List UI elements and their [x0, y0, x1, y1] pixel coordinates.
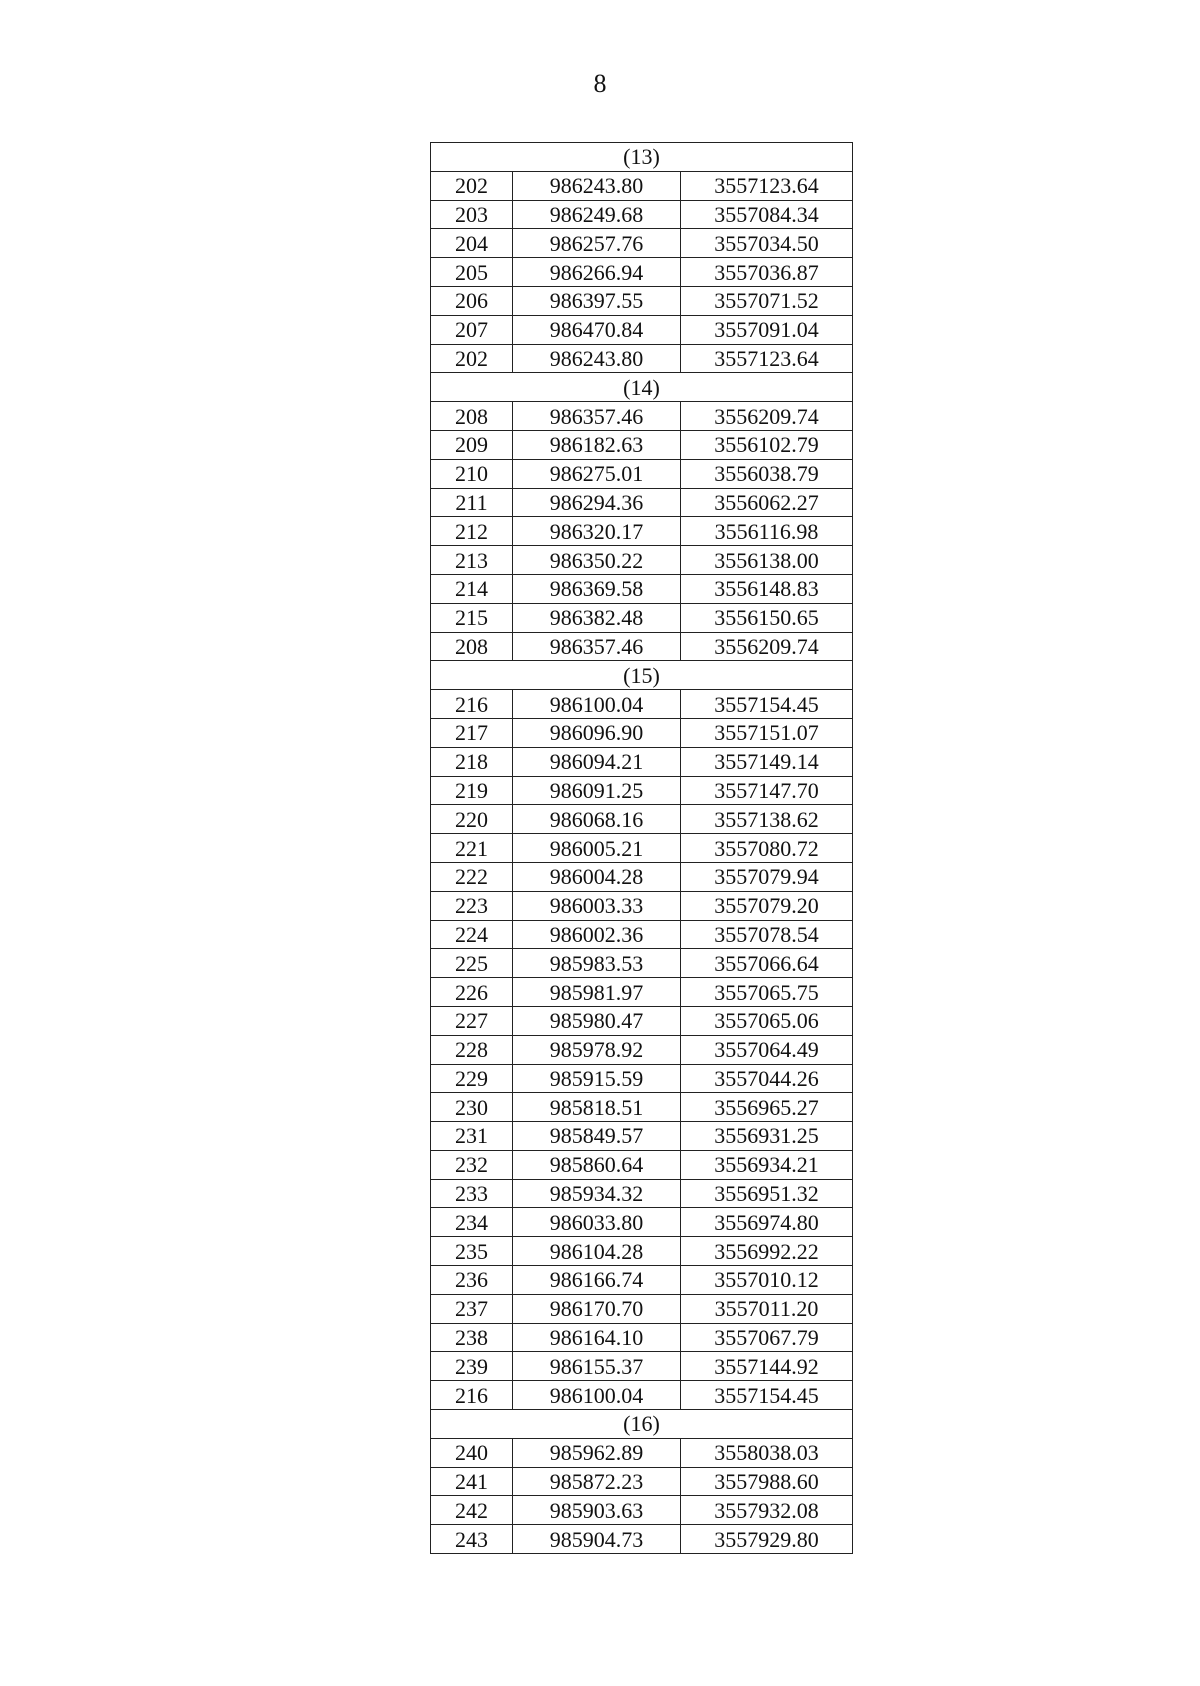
x-coordinate-cell: 986005.21	[513, 834, 681, 863]
point-number-cell: 234	[431, 1208, 513, 1237]
section-label: (16)	[431, 1410, 853, 1439]
point-number-cell: 204	[431, 229, 513, 258]
section-header-row	[431, 143, 853, 172]
y-coordinate-cell: 3557036.87	[681, 258, 853, 287]
coordinates-table-body	[431, 143, 853, 1554]
table-row	[431, 574, 853, 603]
y-coordinate-cell: 3557079.20	[681, 891, 853, 920]
table-row	[431, 430, 853, 459]
x-coordinate-cell: 985934.32	[513, 1179, 681, 1208]
point-number-cell: 233	[431, 1179, 513, 1208]
point-number-cell: 237	[431, 1294, 513, 1323]
table-row	[431, 891, 853, 920]
y-coordinate-cell: 3557154.45	[681, 1381, 853, 1410]
section-header-row	[431, 373, 853, 402]
point-number-cell: 221	[431, 834, 513, 863]
table-row	[431, 1294, 853, 1323]
y-coordinate-cell: 3556148.83	[681, 574, 853, 603]
y-coordinate-cell: 3557123.64	[681, 171, 853, 200]
table-row	[431, 718, 853, 747]
section-header-row	[431, 661, 853, 690]
point-number-cell: 232	[431, 1150, 513, 1179]
point-number-cell: 215	[431, 603, 513, 632]
x-coordinate-cell: 985962.89	[513, 1438, 681, 1467]
table-row	[431, 1352, 853, 1381]
section-label: (13)	[431, 143, 853, 172]
point-number-cell: 231	[431, 1122, 513, 1151]
table-row	[431, 459, 853, 488]
y-coordinate-cell: 3556931.25	[681, 1122, 853, 1151]
y-coordinate-cell: 3556209.74	[681, 402, 853, 431]
x-coordinate-cell: 985915.59	[513, 1064, 681, 1093]
table-row	[431, 690, 853, 719]
y-coordinate-cell: 3557064.49	[681, 1035, 853, 1064]
x-coordinate-cell: 986091.25	[513, 776, 681, 805]
x-coordinate-cell: 986350.22	[513, 546, 681, 575]
section-header-row	[431, 1410, 853, 1439]
y-coordinate-cell: 3556102.79	[681, 430, 853, 459]
table-row	[431, 1150, 853, 1179]
point-number-cell: 220	[431, 805, 513, 834]
x-coordinate-cell: 985849.57	[513, 1122, 681, 1151]
point-number-cell: 230	[431, 1093, 513, 1122]
y-coordinate-cell: 3557154.45	[681, 690, 853, 719]
y-coordinate-cell: 3556062.27	[681, 488, 853, 517]
table-row	[431, 1006, 853, 1035]
x-coordinate-cell: 986170.70	[513, 1294, 681, 1323]
point-number-cell: 223	[431, 891, 513, 920]
table-row	[431, 315, 853, 344]
table-row	[431, 747, 853, 776]
y-coordinate-cell: 3557080.72	[681, 834, 853, 863]
point-number-cell: 208	[431, 632, 513, 661]
point-number-cell: 210	[431, 459, 513, 488]
x-coordinate-cell: 986294.36	[513, 488, 681, 517]
point-number-cell: 241	[431, 1467, 513, 1496]
point-number-cell: 216	[431, 690, 513, 719]
x-coordinate-cell: 986104.28	[513, 1237, 681, 1266]
y-coordinate-cell: 3557011.20	[681, 1294, 853, 1323]
x-coordinate-cell: 986182.63	[513, 430, 681, 459]
point-number-cell: 207	[431, 315, 513, 344]
point-number-cell: 203	[431, 200, 513, 229]
y-coordinate-cell: 3557144.92	[681, 1352, 853, 1381]
x-coordinate-cell: 986004.28	[513, 862, 681, 891]
table-row	[431, 286, 853, 315]
point-number-cell: 225	[431, 949, 513, 978]
point-number-cell: 212	[431, 517, 513, 546]
y-coordinate-cell: 3557065.06	[681, 1006, 853, 1035]
table-row	[431, 1179, 853, 1208]
point-number-cell: 242	[431, 1496, 513, 1525]
point-number-cell: 229	[431, 1064, 513, 1093]
x-coordinate-cell: 986033.80	[513, 1208, 681, 1237]
table-row	[431, 632, 853, 661]
y-coordinate-cell: 3556138.00	[681, 546, 853, 575]
table-row	[431, 344, 853, 373]
table-row	[431, 1381, 853, 1410]
y-coordinate-cell: 3556934.21	[681, 1150, 853, 1179]
x-coordinate-cell: 986068.16	[513, 805, 681, 834]
x-coordinate-cell: 985818.51	[513, 1093, 681, 1122]
point-number-cell: 213	[431, 546, 513, 575]
point-number-cell: 218	[431, 747, 513, 776]
y-coordinate-cell: 3557071.52	[681, 286, 853, 315]
point-number-cell: 238	[431, 1323, 513, 1352]
x-coordinate-cell: 986397.55	[513, 286, 681, 315]
point-number-cell: 202	[431, 171, 513, 200]
y-coordinate-cell: 3557932.08	[681, 1496, 853, 1525]
table-row	[431, 517, 853, 546]
table-row	[431, 1035, 853, 1064]
page-number: 8	[593, 69, 607, 98]
x-coordinate-cell: 986164.10	[513, 1323, 681, 1352]
x-coordinate-cell: 986100.04	[513, 1381, 681, 1410]
y-coordinate-cell: 3556992.22	[681, 1237, 853, 1266]
point-number-cell: 205	[431, 258, 513, 287]
x-coordinate-cell: 986003.33	[513, 891, 681, 920]
x-coordinate-cell: 986243.80	[513, 344, 681, 373]
table-row	[431, 402, 853, 431]
point-number-cell: 216	[431, 1381, 513, 1410]
y-coordinate-cell: 3556150.65	[681, 603, 853, 632]
x-coordinate-cell: 985983.53	[513, 949, 681, 978]
table-row	[431, 258, 853, 287]
y-coordinate-cell: 3556209.74	[681, 632, 853, 661]
x-coordinate-cell: 986320.17	[513, 517, 681, 546]
table-row	[431, 1323, 853, 1352]
point-number-cell: 226	[431, 978, 513, 1007]
x-coordinate-cell: 986382.48	[513, 603, 681, 632]
x-coordinate-cell: 985904.73	[513, 1525, 681, 1554]
point-number-cell: 243	[431, 1525, 513, 1554]
y-coordinate-cell: 3557147.70	[681, 776, 853, 805]
y-coordinate-cell: 3557123.64	[681, 344, 853, 373]
x-coordinate-cell: 986369.58	[513, 574, 681, 603]
table-row	[431, 546, 853, 575]
table-row	[431, 200, 853, 229]
table-row	[431, 1438, 853, 1467]
table-row	[431, 1208, 853, 1237]
table-row	[431, 1237, 853, 1266]
table-row	[431, 1496, 853, 1525]
y-coordinate-cell: 3557065.75	[681, 978, 853, 1007]
x-coordinate-cell: 986357.46	[513, 402, 681, 431]
table-row	[431, 603, 853, 632]
y-coordinate-cell: 3557010.12	[681, 1266, 853, 1295]
y-coordinate-cell: 3556974.80	[681, 1208, 853, 1237]
y-coordinate-cell: 3557084.34	[681, 200, 853, 229]
y-coordinate-cell: 3557988.60	[681, 1467, 853, 1496]
point-number-cell: 214	[431, 574, 513, 603]
point-number-cell: 228	[431, 1035, 513, 1064]
x-coordinate-cell: 986155.37	[513, 1352, 681, 1381]
y-coordinate-cell: 3557151.07	[681, 718, 853, 747]
table-row	[431, 949, 853, 978]
x-coordinate-cell: 985860.64	[513, 1150, 681, 1179]
y-coordinate-cell: 3557079.94	[681, 862, 853, 891]
section-label: (15)	[431, 661, 853, 690]
y-coordinate-cell: 3557067.79	[681, 1323, 853, 1352]
x-coordinate-cell: 986275.01	[513, 459, 681, 488]
table-row	[431, 1122, 853, 1151]
point-number-cell: 202	[431, 344, 513, 373]
y-coordinate-cell: 3556116.98	[681, 517, 853, 546]
table-row	[431, 834, 853, 863]
point-number-cell: 206	[431, 286, 513, 315]
y-coordinate-cell: 3557091.04	[681, 315, 853, 344]
point-number-cell: 227	[431, 1006, 513, 1035]
x-coordinate-cell: 985981.97	[513, 978, 681, 1007]
x-coordinate-cell: 986257.76	[513, 229, 681, 258]
table-row	[431, 488, 853, 517]
point-number-cell: 217	[431, 718, 513, 747]
section-label: (14)	[431, 373, 853, 402]
table-row	[431, 229, 853, 258]
point-number-cell: 208	[431, 402, 513, 431]
point-number-cell: 222	[431, 862, 513, 891]
point-number-cell: 236	[431, 1266, 513, 1295]
y-coordinate-cell: 3557078.54	[681, 920, 853, 949]
x-coordinate-cell: 985980.47	[513, 1006, 681, 1035]
y-coordinate-cell: 3556965.27	[681, 1093, 853, 1122]
y-coordinate-cell: 3557149.14	[681, 747, 853, 776]
point-number-cell: 224	[431, 920, 513, 949]
x-coordinate-cell: 986096.90	[513, 718, 681, 747]
point-number-cell: 209	[431, 430, 513, 459]
x-coordinate-cell: 985978.92	[513, 1035, 681, 1064]
table-row	[431, 805, 853, 834]
table-row	[431, 862, 853, 891]
x-coordinate-cell: 986470.84	[513, 315, 681, 344]
x-coordinate-cell: 986166.74	[513, 1266, 681, 1295]
point-number-cell: 211	[431, 488, 513, 517]
point-number-cell: 240	[431, 1438, 513, 1467]
y-coordinate-cell: 3558038.03	[681, 1438, 853, 1467]
x-coordinate-cell: 986002.36	[513, 920, 681, 949]
point-number-cell: 239	[431, 1352, 513, 1381]
y-coordinate-cell: 3556038.79	[681, 459, 853, 488]
table-row	[431, 920, 853, 949]
x-coordinate-cell: 986266.94	[513, 258, 681, 287]
x-coordinate-cell: 986249.68	[513, 200, 681, 229]
table-row	[431, 1467, 853, 1496]
point-number-cell: 235	[431, 1237, 513, 1266]
x-coordinate-cell: 986100.04	[513, 690, 681, 719]
table-row	[431, 1093, 853, 1122]
coordinates-table	[430, 142, 853, 1554]
x-coordinate-cell: 985872.23	[513, 1467, 681, 1496]
table-row	[431, 1525, 853, 1554]
table-row	[431, 1266, 853, 1295]
table-row	[431, 171, 853, 200]
x-coordinate-cell: 986243.80	[513, 171, 681, 200]
y-coordinate-cell: 3557138.62	[681, 805, 853, 834]
x-coordinate-cell: 985903.63	[513, 1496, 681, 1525]
x-coordinate-cell: 986357.46	[513, 632, 681, 661]
table-row	[431, 776, 853, 805]
table-row	[431, 1064, 853, 1093]
y-coordinate-cell: 3557929.80	[681, 1525, 853, 1554]
y-coordinate-cell: 3557044.26	[681, 1064, 853, 1093]
table-row	[431, 978, 853, 1007]
point-number-cell: 219	[431, 776, 513, 805]
x-coordinate-cell: 986094.21	[513, 747, 681, 776]
y-coordinate-cell: 3557066.64	[681, 949, 853, 978]
y-coordinate-cell: 3556951.32	[681, 1179, 853, 1208]
y-coordinate-cell: 3557034.50	[681, 229, 853, 258]
